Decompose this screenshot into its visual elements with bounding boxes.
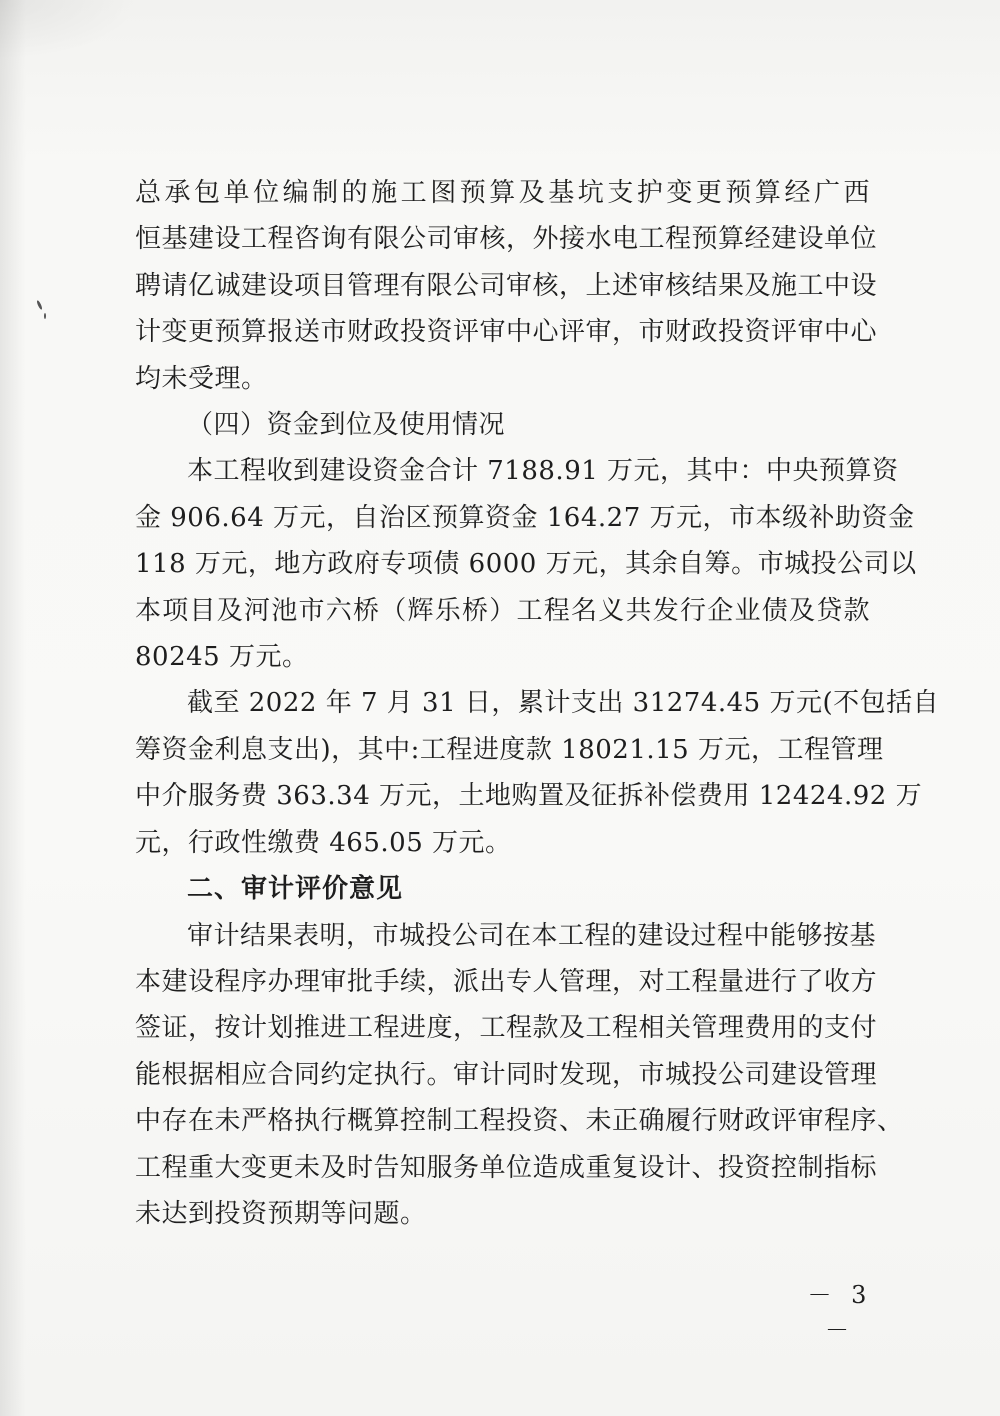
text-line: 本建设程序办理审批手续，派出专人管理，对工程量进行了收方: [135, 966, 878, 997]
subheading-text: （四）资金到位及使用情况: [187, 410, 506, 441]
text-line: 80245 万元。: [135, 642, 309, 673]
text-line: 本工程收到建设资金合计 7188.91 万元，其中：中央预算资: [187, 456, 899, 487]
document-body: [135, 170, 940, 1237]
text-line: 聘请亿诚建设项目管理有限公司审核，上述审核结果及施工中设: [135, 270, 878, 301]
text-line: 截至 2022 年 7 月 31 日，累计支出 31274.45 万元(不包括自: [187, 688, 940, 719]
text-line: 金 906.64 万元，自治区预算资金 164.27 万元，市本级补助资金: [135, 502, 915, 533]
text-line: 筹资金利息支出)，其中:工程进度款 18021.15 万元，工程管理: [135, 734, 884, 765]
text-line: 计变更预算报送市财政投资评审中心评审，市财政投资评审中心: [135, 317, 878, 348]
subheading-funding: [135, 402, 870, 448]
text-line: 118 万元，地方政府专项债 6000 万元，其余自筹。市城投公司以: [135, 549, 917, 580]
section-heading-audit-opinion: 二、审计评价意见: [187, 874, 404, 905]
paragraph-funding-received: [135, 448, 917, 680]
text-line: 工程重大变更未及时告知服务单位造成重复设计、投资控制指标: [135, 1152, 878, 1183]
text-line: 恒基建设工程咨询有限公司审核，外接水电工程预算经建设单位: [135, 224, 878, 255]
text-line: 中介服务费 363.34 万元，土地购置及征拆补偿费用 12424.92 万: [135, 781, 923, 812]
text-line: 审计结果表明，市城投公司在本工程的建设过程中能够按基: [187, 920, 877, 951]
text-line: 元，行政性缴费 465.05 万元。: [135, 827, 512, 858]
text-line: 能根据相应合同约定执行。审计同时发现，市城投公司建设管理: [135, 1059, 878, 1090]
scan-speck: [44, 313, 46, 319]
paragraph-audit-opinion: [135, 913, 904, 1238]
text-line: 未达到投资预期等问题。: [135, 1198, 427, 1229]
text-line: 签证，按计划推进工程进度，工程款及工程相关管理费用的支付: [135, 1013, 878, 1044]
page-number: － 3 －: [807, 1281, 873, 1344]
scan-speck: [36, 300, 43, 310]
text-line: 中存在未严格执行概算控制工程投资、未正确履行财政评审程序、: [135, 1106, 904, 1137]
paragraph-expenditure: [135, 680, 940, 866]
scan-shadow-left: [0, 0, 26, 1416]
scan-shadow-corner: [0, 0, 140, 60]
text-line: 总承包单位编制的施工图预算及基坑支护变更预算经广西: [135, 178, 870, 208]
text-line: 本项目及河池市六桥（辉乐桥）工程名义共发行企业债及贷款: [135, 595, 870, 626]
paragraph-budget-review: [135, 170, 878, 402]
text-line: 均未受理。: [135, 363, 268, 394]
